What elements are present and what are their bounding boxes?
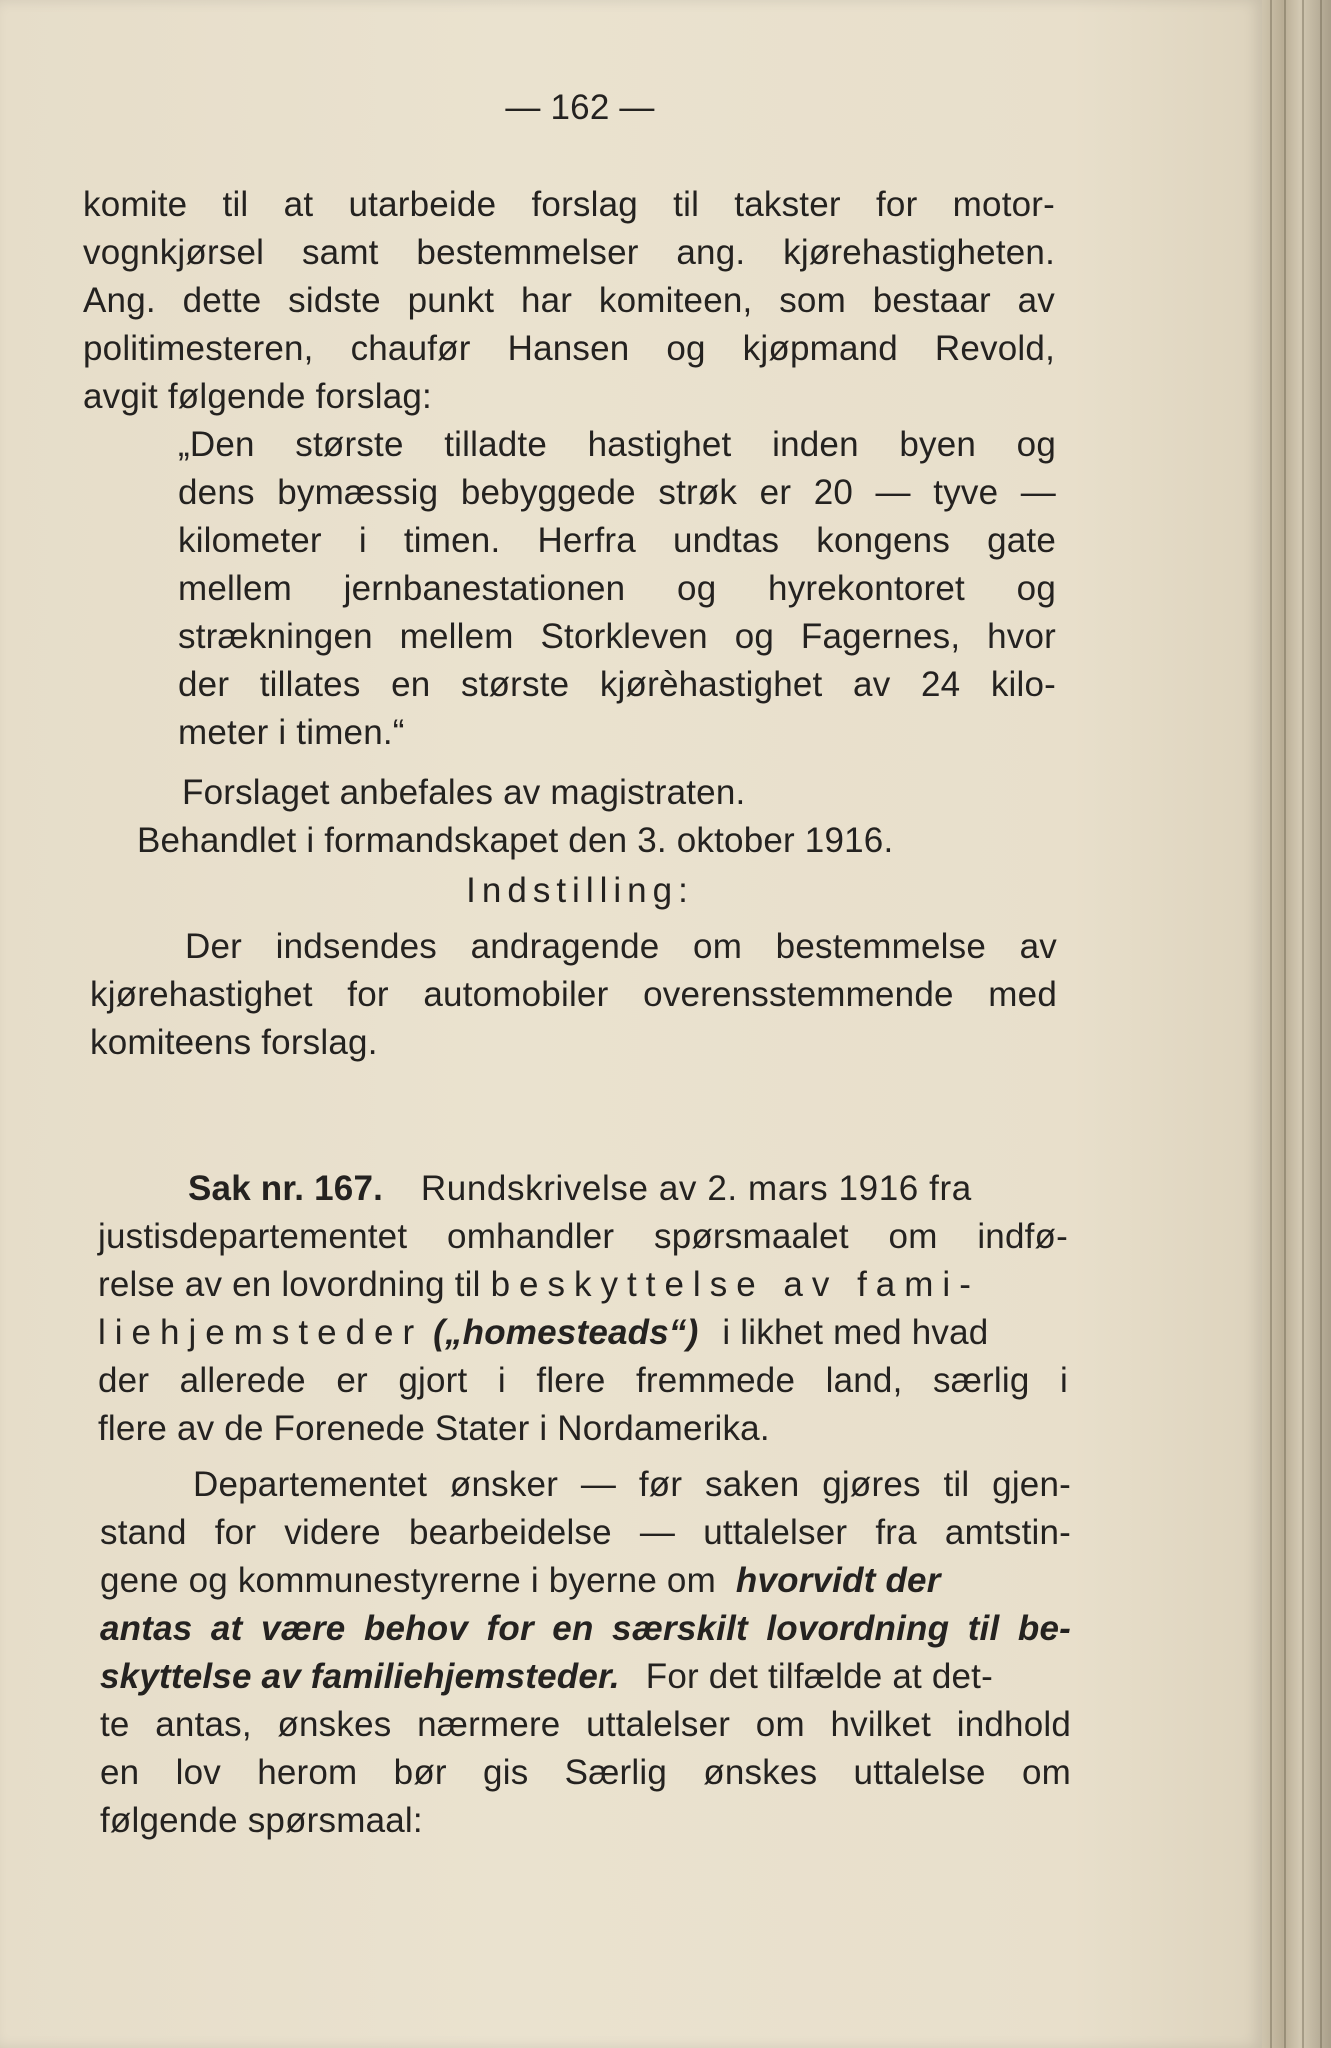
sak-line-3 [98, 1262, 1078, 1308]
sak-label: Sak nr. 167. [188, 1169, 384, 1208]
department-line-5 [100, 1654, 1080, 1700]
paragraph-line: Ang. dette sidste punkt har komiteen, som bestaar av [83, 281, 1055, 320]
sak-text: i likhet med hvad [722, 1313, 989, 1352]
italic-term: hvorvidt der [735, 1561, 941, 1600]
department-line: stand for videre bearbeidelse — uttalelser fra amtstin- [100, 1513, 1071, 1552]
quote-line: „Den største tilladte hastighet inden byen og [178, 425, 1056, 464]
spaced-term: beskyttelse av fami- [490, 1265, 980, 1304]
department-line: Departementet ønsker — før saken gjøres til gjen- [193, 1465, 1071, 1504]
quote-line: dens bymæssig bebyggede strøk er 20 — tyve — [178, 473, 1056, 512]
indstilling-line: Der indsendes andragende om bestemmelse av [185, 927, 1057, 966]
italic-term: („homesteads“) [433, 1313, 699, 1352]
quote-line: strækningen mellem Storkleven og Fagernes, hvor [178, 617, 1056, 656]
department-line: en lov herom bør gis Særlig ønskes uttalelse om [100, 1753, 1071, 1792]
sak-line: flere av de Forenede Stater i Nordamerika. [98, 1409, 770, 1448]
department-line: følgende spørsmaal: [100, 1801, 423, 1840]
department-line-3 [100, 1558, 1080, 1604]
paragraph-line: avgit følgende forslag: [83, 377, 432, 416]
paragraph-line: vognkjørsel samt bestemmelser ang. kjørehastigheten. [83, 233, 1055, 272]
department-text: For det tilfælde at det- [645, 1657, 993, 1696]
recommendation: Forslaget anbefales av magistraten. [182, 773, 746, 812]
quote-line: kilometer i timen. Herfra undtas kongens gate [178, 521, 1056, 560]
department-line: te antas, ønskes nærmere uttalelser om hvilket indhold [100, 1705, 1071, 1744]
quote-line: meter i timen.“ [178, 713, 405, 752]
page-number: — 162 — [505, 88, 655, 127]
department-text: gene og kommunestyrerne i byerne om [100, 1561, 716, 1600]
sak-text: Rundskrivelse av 2. mars 1916 fra [420, 1169, 972, 1208]
indstilling-line: komiteens forslag. [90, 1023, 378, 1062]
treated-date: Behandlet i formandskapet den 3. oktober 1916. [137, 821, 894, 860]
paragraph-line: komite til at utarbeide forslag til takster for motor- [83, 185, 1055, 224]
sak-line-1 [188, 1166, 1068, 1212]
sak-line-4 [98, 1310, 1078, 1356]
quote-line: mellem jernbanestationen og hyrekontoret og [178, 569, 1056, 608]
spaced-term: liehjemsteder [98, 1313, 424, 1352]
sak-line: justisdepartementet omhandler spørsmaalet om indfø- [98, 1217, 1068, 1256]
department-line: antas at være behov for en særskilt lovordning til be- [100, 1609, 1071, 1648]
indstilling-heading: Indstilling: [466, 871, 694, 910]
paragraph-line: politimesteren, chaufør Hansen og kjøpmand Revold, [83, 329, 1055, 368]
sak-text: relse av en lovordning til [98, 1265, 481, 1304]
italic-term: skyttelse av familiehjemsteder. [100, 1657, 620, 1696]
indstilling-line: kjørehastighet for automobiler overensstemmende med [90, 975, 1057, 1014]
quote-line: der tillates en største kjørèhastighet av 24 kilo- [178, 665, 1056, 704]
page-edge [1262, 0, 1331, 2048]
sak-line: der allerede er gjort i flere fremmede land, særlig i [98, 1361, 1068, 1400]
